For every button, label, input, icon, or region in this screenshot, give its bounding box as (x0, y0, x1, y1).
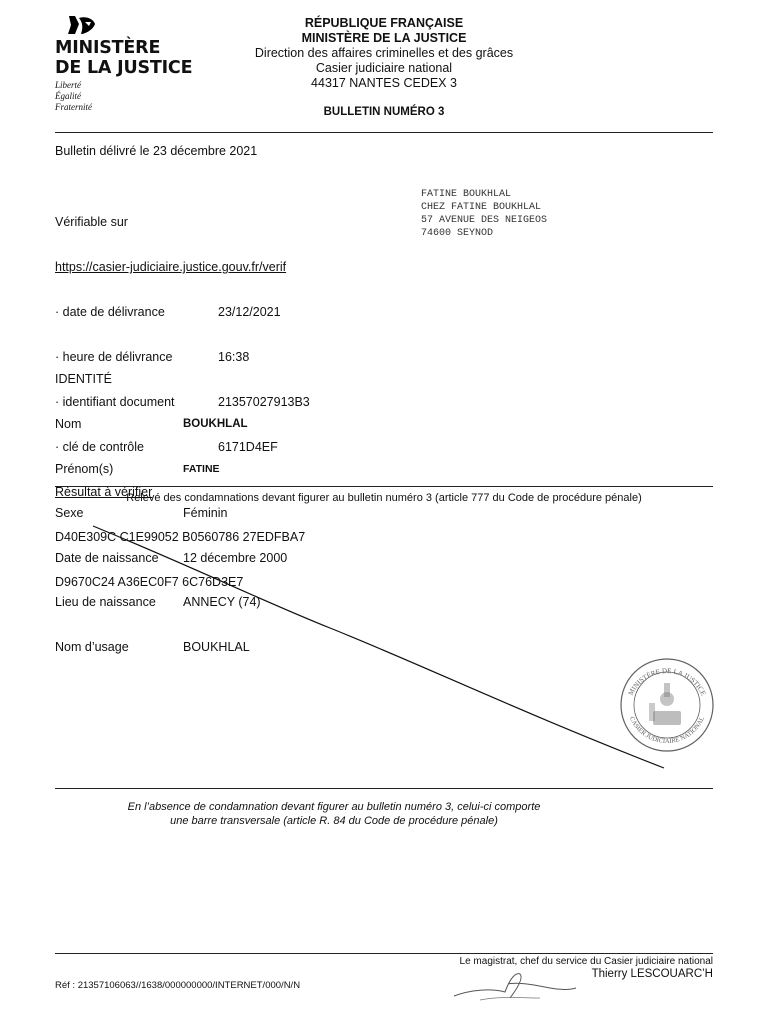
hash-line-1: D40E309C C1E99052 B0560786 27EDFBA7 (55, 530, 306, 544)
verif-value: 6171D4EF (218, 440, 278, 454)
header-service: Casier judiciaire national (315, 61, 453, 75)
verif-value: 16:38 (218, 350, 250, 364)
result-label: Résultat à vérifier (55, 485, 153, 499)
header-republic: RÉPUBLIQUE FRANÇAISE (304, 16, 464, 30)
document-header (220, 16, 548, 91)
identity-row (55, 506, 287, 521)
seal-bottom-text: CASIER JUDICIAIRE NATIONAL (627, 715, 707, 746)
verification-intro: Vérifiable sur (55, 215, 128, 229)
issued-date: Bulletin délivré le 23 décembre 2021 (55, 144, 258, 158)
logo-title (55, 38, 192, 78)
header-address: 44317 NANTES CEDEX 3 (311, 76, 457, 90)
marianne-logo-icon (55, 14, 101, 36)
verif-label: · identifiant document (55, 395, 175, 409)
logo-title-line2: DE LA JUSTICE (55, 58, 193, 78)
verif-label: · date de délivrance (55, 305, 165, 319)
recipient-address (421, 188, 547, 240)
identity-value: 12 décembre 2000 (183, 550, 288, 565)
signatory-name: Thierry LESCOUARC’H (591, 968, 713, 980)
identity-value: Féminin (183, 506, 228, 520)
motto-fraternite: Fraternité (55, 102, 92, 112)
identity-row (55, 640, 287, 655)
bulletin-title: BULLETIN NUMÉRO 3 (323, 106, 445, 118)
signatory-title: Le magistrat, chef du service du Casier judiciaire national (459, 956, 713, 967)
identity-heading: IDENTITÉ (55, 372, 112, 386)
identity-label: Nom (55, 417, 82, 431)
releve-caption: Relevé des condamnations devant figurer au bulletin numéro 3 (article 777 du Code de procédure pénale) (126, 492, 642, 504)
identity-value: BOUKHLAL (183, 418, 248, 430)
legal-note-line1: En l’absence de condamnation devant figurer au bulletin numéro 3, celui-ci comporte (127, 801, 541, 813)
address-line: 57 AVENUE DES NEIGEOS (421, 215, 548, 226)
motto (55, 80, 92, 113)
svg-text:CASIER JUDICIAIRE NATIONAL (628, 716, 706, 745)
footer-divider (55, 953, 713, 954)
identity-label: Sexe (55, 506, 84, 520)
identity-row (55, 551, 287, 566)
header-direction: Direction des affaires criminelles et des grâces (254, 46, 514, 60)
logo-title-line1: MINISTÈRE (55, 38, 161, 58)
identity-value: BOUKHLAL (183, 639, 250, 654)
verif-value: 23/12/2021 (218, 305, 281, 319)
motto-egalite: Égalité (55, 91, 81, 101)
identity-label: Nom d’usage (55, 639, 129, 654)
seal-top-text: MINISTÈRE DE LA JUSTICE (626, 666, 708, 697)
address-line: CHEZ FATINE BOUKHLAL (421, 202, 542, 213)
identity-row (55, 462, 287, 477)
identity-value: FATINE (183, 462, 220, 475)
identity-row (55, 417, 287, 432)
address-line: FATINE BOUKHLAL (421, 189, 512, 200)
identity-block (55, 342, 287, 669)
legal-note-line2: une barre transversale (article R. 84 du Code de procédure pénale) (170, 815, 498, 827)
releve-bottom-divider (55, 788, 713, 789)
official-seal-icon (621, 659, 713, 751)
identity-value: ANNECY (74) (183, 595, 261, 609)
verif-row (55, 305, 375, 320)
verification-link[interactable]: https://casier-judiciaire.justice.gouv.fr/verif (55, 260, 287, 274)
reference-number: Réf : 21357106063//1638/000000000/INTERNET/000/N/N (55, 980, 301, 991)
releve-top-divider (55, 486, 713, 487)
legal-note (55, 800, 613, 828)
identity-label: Lieu de naissance (55, 595, 156, 609)
header-divider (55, 132, 713, 133)
identity-label: Date de naissance (55, 550, 159, 565)
hash-line-2: D9670C24 A36EC0F7 6C76D3E7 (55, 575, 244, 589)
identity-row (55, 595, 287, 610)
address-line: 74600 SEYNOD (421, 228, 494, 239)
verif-label: · heure de délivrance (55, 350, 173, 364)
identity-label: Prénom(s) (55, 461, 114, 476)
header-ministry: MINISTÈRE DE LA JUSTICE (301, 31, 467, 45)
verif-value: 21357027913B3 (218, 395, 310, 409)
svg-text:MINISTÈRE DE LA JUSTICE (627, 667, 708, 697)
verif-label: · clé de contrôle (55, 440, 144, 454)
handwritten-signature-icon (450, 968, 580, 1008)
motto-liberte: Liberté (55, 80, 81, 90)
